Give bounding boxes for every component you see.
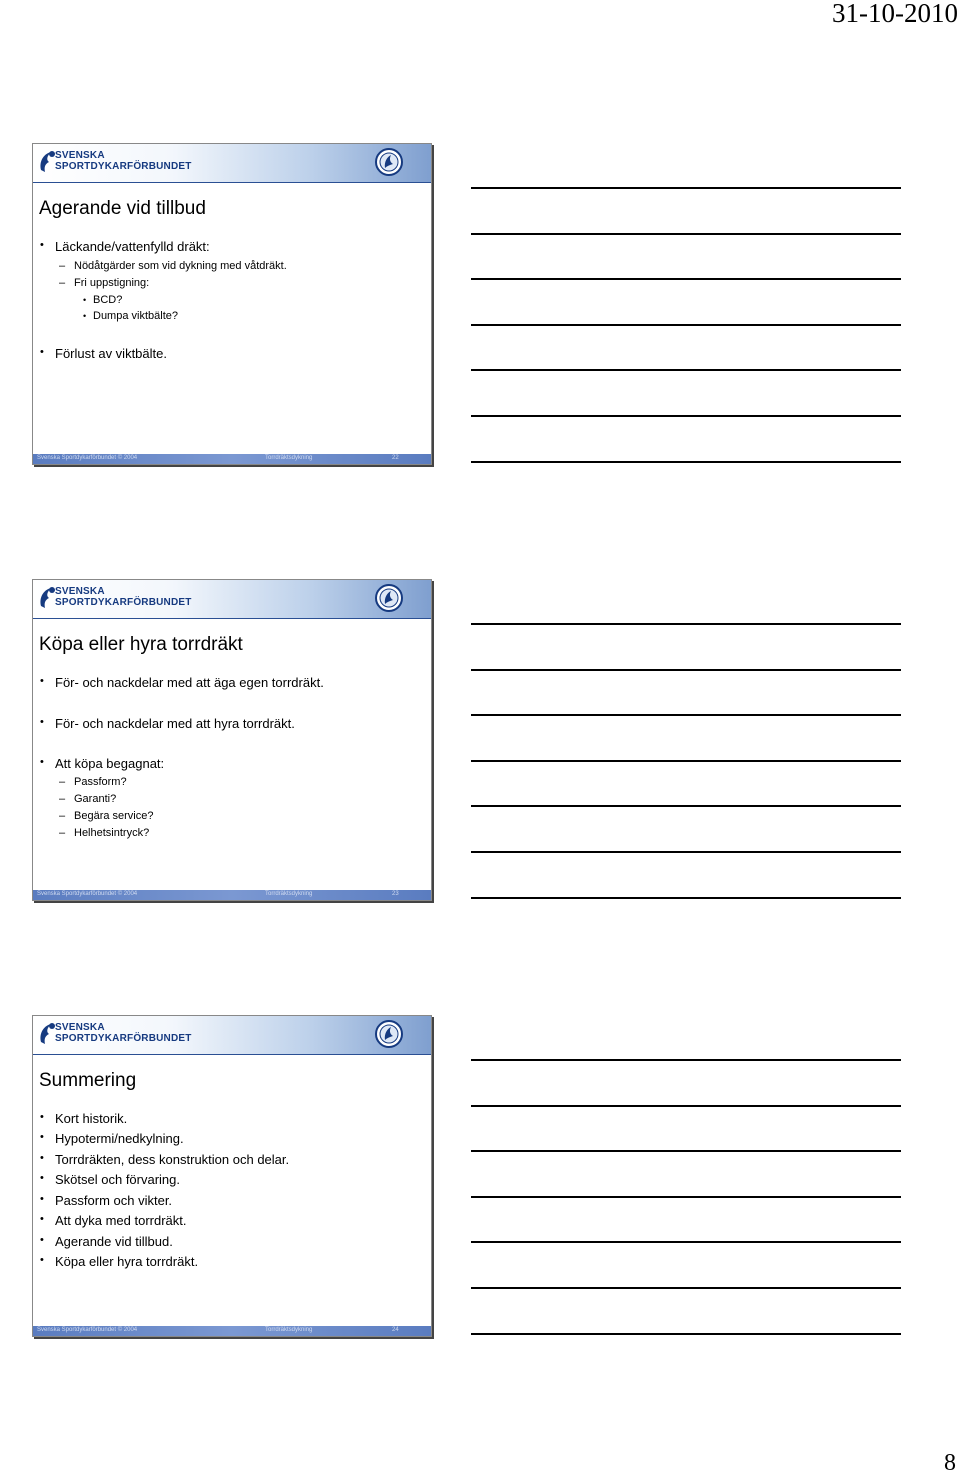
notes-line bbox=[471, 623, 901, 625]
slide-header bbox=[33, 580, 431, 619]
sub-bullet-item: – Begära service? bbox=[74, 810, 154, 822]
footer-topic: Torrdräktsdykning bbox=[265, 1327, 313, 1333]
bullet-item: • Förlust av viktbälte. bbox=[55, 346, 167, 361]
notes-line bbox=[471, 415, 901, 417]
footer-topic: Torrdräktsdykning bbox=[265, 891, 313, 897]
slide-header bbox=[33, 1016, 431, 1055]
bullet-item: • Att köpa begagnat: bbox=[55, 756, 164, 771]
slide-footer bbox=[33, 454, 431, 464]
slide-24 bbox=[32, 1015, 432, 1337]
notes-line bbox=[471, 1287, 901, 1289]
bullet-item: • Passform och vikter. bbox=[55, 1193, 172, 1208]
notes-line bbox=[471, 278, 901, 280]
notes-line bbox=[471, 324, 901, 326]
bullet-item: • För- och nackdelar med att äga egen torrdräkt. bbox=[55, 675, 324, 690]
notes-line bbox=[471, 1333, 901, 1335]
federation-emblem-icon bbox=[375, 1020, 403, 1048]
slide-title: Köpa eller hyra torrdräkt bbox=[39, 634, 243, 655]
notes-line bbox=[471, 897, 901, 899]
sub-bullet-item: – Helhetsintryck? bbox=[74, 827, 149, 839]
slide-title: Agerande vid tillbud bbox=[39, 198, 206, 219]
sub-sub-bullet-item: • Dumpa viktbälte? bbox=[93, 310, 178, 322]
bullet-item: • Agerande vid tillbud. bbox=[55, 1234, 173, 1249]
bullet-item: • Hypotermi/nedkylning. bbox=[55, 1131, 184, 1146]
notes-line bbox=[471, 187, 901, 189]
slide-footer bbox=[33, 1326, 431, 1336]
bullet-item: • Torrdräkten, dess konstruktion och delar. bbox=[55, 1152, 289, 1167]
footer-slide-number: 22 bbox=[392, 455, 399, 461]
bullet-item: • Köpa eller hyra torrdräkt. bbox=[55, 1254, 198, 1269]
sub-sub-bullet-item: • BCD? bbox=[93, 294, 122, 306]
notes-line bbox=[471, 851, 901, 853]
sub-bullet-item: – Nödåtgärder som vid dykning med våtdräkt. bbox=[74, 260, 287, 272]
bullet-item: • Skötsel och förvaring. bbox=[55, 1172, 180, 1187]
notes-line bbox=[471, 669, 901, 671]
footer-slide-number: 23 bbox=[392, 891, 399, 897]
notes-line bbox=[471, 1196, 901, 1198]
sub-bullet-item: – Passform? bbox=[74, 776, 127, 788]
footer-topic: Torrdräktsdykning bbox=[265, 455, 313, 461]
footer-copyright: Svenska Sportdykarförbundet © 2004 bbox=[37, 455, 138, 461]
page-number: 8 bbox=[944, 1450, 956, 1476]
notes-line bbox=[471, 714, 901, 716]
footer-copyright: Svenska Sportdykarförbundet © 2004 bbox=[37, 1327, 138, 1333]
notes-line bbox=[471, 369, 901, 371]
bullet-item: • För- och nackdelar med att hyra torrdräkt. bbox=[55, 716, 295, 731]
federation-logo-text: SVENSKA SPORTDYKARFÖRBUNDET bbox=[55, 586, 192, 608]
sub-bullet-item: – Garanti? bbox=[74, 793, 116, 805]
notes-line bbox=[471, 805, 901, 807]
federation-logo-text: SVENSKA SPORTDYKARFÖRBUNDET bbox=[55, 1022, 192, 1044]
slide-footer bbox=[33, 890, 431, 900]
notes-line bbox=[471, 1059, 901, 1061]
slide-23 bbox=[32, 579, 432, 901]
notes-line bbox=[471, 1150, 901, 1152]
federation-emblem-icon bbox=[375, 584, 403, 612]
footer-copyright: Svenska Sportdykarförbundet © 2004 bbox=[37, 891, 138, 897]
federation-emblem-icon bbox=[375, 148, 403, 176]
sub-bullet-item: – Fri uppstigning: bbox=[74, 277, 149, 289]
notes-line bbox=[471, 461, 901, 463]
bullet-item: • Läckande/vattenfylld dräkt: bbox=[55, 239, 210, 254]
notes-line bbox=[471, 1241, 901, 1243]
bullet-item: • Kort historik. bbox=[55, 1111, 127, 1126]
slide-header bbox=[33, 144, 431, 183]
notes-line bbox=[471, 233, 901, 235]
slide-title: Summering bbox=[39, 1070, 137, 1091]
federation-logo-text: SVENSKA SPORTDYKARFÖRBUNDET bbox=[55, 150, 192, 172]
slide-22 bbox=[32, 143, 432, 465]
notes-line bbox=[471, 760, 901, 762]
footer-slide-number: 24 bbox=[392, 1327, 399, 1333]
page-date: 31-10-2010 bbox=[832, 0, 958, 28]
bullet-item: • Att dyka med torrdräkt. bbox=[55, 1213, 187, 1228]
notes-line bbox=[471, 1105, 901, 1107]
